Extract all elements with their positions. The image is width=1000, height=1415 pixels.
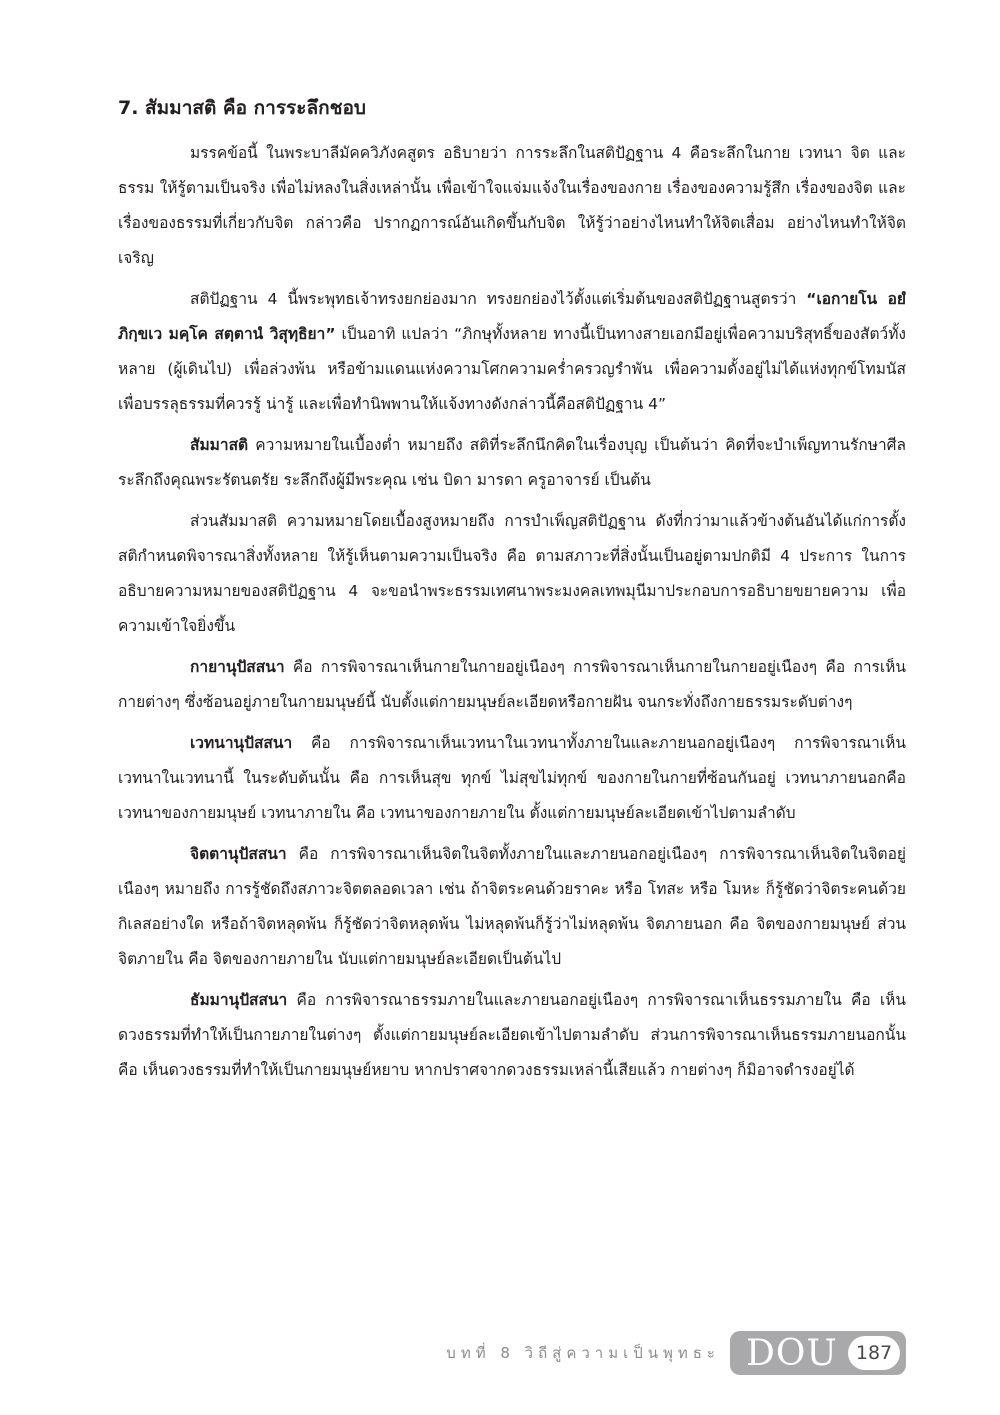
paragraph-text: เป็นอาทิ แปลว่า “ภิกษุทั้งหลาย ทางนี้เป็นทางสายเอกมีอยู่เพื่อความบริสุทธิ์ของสัตว์ทั้งหลาย (ผู้เดินไป) เพื่อล่วงพ้น หรือข้ามแดนแห่งความโศกความคร่ำครวญรำพัน เพื่อความดั้งอยู่ไม่ได้แห่งทุกข์โทมนัส เพื่อบรรลุธรรมที่ควรรู้ น่ารู้ และเพื่อทำนิพพานให้แจ้งทางดังกล่าวนี้คือสติปัฏฐาน 4” [118, 325, 906, 413]
paragraph-text: สติปัฏฐาน 4 นี้พระพุทธเจ้าทรงยกย่องมาก ทรงยกย่องไว้ตั้งแต่เริ่มต้นของสติปัฏฐานสูตรว่า [190, 290, 807, 308]
paragraph-text: ความหมายในเบื้องต่ำ หมายถึง สติที่ระลึกนึกคิดในเรื่องบุญ เป็นต้นว่า คิดที่จะบำเพ็ญทานรักษาศีล ระลึกถึงคุณพระรัตนตรัย ระลึกถึงผู้มีพระคุณ เช่น บิดา มารดา ครูอาจารย์ เป็นต้น [118, 436, 906, 489]
paragraph-sammasati [118, 428, 906, 498]
page-content [118, 92, 906, 1094]
pali-quote: “เอกายโน อยํ ภิกฺขเว มคฺโค สตฺตานํ วิสุทฺธิยา” [118, 290, 906, 343]
page-footer [420, 1330, 906, 1376]
paragraph-text: ส่วนสัมมาสติ ความหมายโดยเบื้องสูงหมายถึง การบำเพ็ญสติปัฏฐาน ดังที่กว่ามาแล้วข้างต้นอันได้แก่การตั้งสติกำหนดพิจารณาสิ่งทั้งหลาย ให้รู้เห็นตามความเป็นจริง คือ ตามสภาวะที่สิ่งนั้นเป็นอยู่ตามปกติมี 4 ประการ ในการอธิบายความหมายของสติปัฏฐาน 4 จะขอนำพระธรรมเทศนาพระมงคลเทพมุนีมาประกอบการอธิบายขยายความ เพื่อความเข้าใจยิ่งขึ้น [118, 512, 906, 635]
paragraph-cittanupassana [118, 837, 906, 977]
term-dhammanupassana: ธัมมานุปัสสนา [190, 991, 288, 1009]
dou-logo: DOU [746, 1332, 838, 1374]
paragraph-text: คือ การพิจารณาธรรมภายในและภายนอกอยู่เนืองๆ การพิจารณาเห็นธรรมภายใน คือ เห็นดวงธรรมที่ทำให้เป็นกายภายในต่างๆ ตั้งแต่กายมนุษย์ละเอียดเข้าไปตามลำดับ ส่วนการพิจารณาเห็นธรรมภายนอกนั้นคือ เห็นดวงธรรมที่ทำให้เป็นกายมนุษย์หยาบ หากปราศจากดวงธรรมเหล่านี้เสียแล้ว กายต่างๆ ก็มิอาจดำรงอยู่ได้ [118, 991, 906, 1079]
term-cittanupassana: จิตตานุปัสสนา [190, 845, 287, 863]
paragraph-text: คือ การพิจารณาเห็นเวทนาในเวทนาทั้งภายในและภายนอกอยู่เนืองๆ การพิจารณาเห็นเวทนาในเวทนานี้ ในระดับต้นนั้น คือ การเห็นสุข ทุกข์ ไม่สุขไม่ทุกข์ ของกายในกายที่ซ้อนกันอยู่ เวทนาภายนอกคือเวทนาของกายมนุษย์ เวทนาภายใน คือ เวทนาของกายภายใน ตั้งแต่กายมนุษย์ละเอียดเข้าไปตามลำดับ [118, 734, 906, 822]
section-heading: 7. สัมมาสติ คือ การระลึกชอบ [118, 97, 366, 119]
term-kayanupassana: กายานุปัสสนา [190, 658, 285, 676]
paragraph-text: มรรคข้อนี้ ในพระบาลีมัคควิภังคสูตร อธิบายว่า การระลึกในสติปัฏฐาน 4 คือระลึกในกาย เวทนา จิต และธรรม ให้รู้ตามเป็นจริง เพื่อไม่หลงในสิ่งเหล่านั้น เพื่อเข้าใจแจ่มแจ้งในเรื่องของกาย เรื่องของความรู้สึก เรื่องของจิต และเรื่องของธรรมที่เกี่ยวกับจิต กล่าวคือ ปรากฏการณ์อันเกิดขึ้นกับจิต ให้รู้ว่าอย่างไหนทำให้จิตเสื่อม อย่างไหนทำให้จิตเจริญ [118, 144, 906, 267]
chapter-title: บทที่ 8 วิถีสู่ความเป็นพุทธะ [446, 1344, 720, 1362]
dou-badge [730, 1331, 906, 1375]
paragraph-text: คือ การพิจารณาเห็นจิตในจิตทั้งภายในและภายนอกอยู่เนืองๆ การพิจารณาเห็นจิตในจิตอยู่เนืองๆ หมายถึง การรู้ชัดถึงสภาวะจิตตลอดเวลา เช่น ถ้าจิตระคนด้วยราคะ หรือ โทสะ หรือ โมหะ ก็รู้ชัดว่าจิตระคนด้วยกิเลสอย่างใด หรือถ้าจิตหลุดพ้น ก็รู้ชัดว่าจิตหลุดพ้น ไม่หลุดพ้นก็รู้ว่าไม่หลุดพ้น จิตภายนอก คือ จิตของกายมนุษย์ ส่วนจิตภายใน คือ จิตของกายภายใน นับแต่กายมนุษย์ละเอียดเป็นต้นไป [118, 845, 906, 968]
term-vedananupassana: เวทนานุปัสสนา [190, 734, 293, 752]
page-number: 187 [848, 1336, 900, 1370]
paragraph-higher-meaning [118, 504, 906, 644]
term-sammasati: สัมมาสติ [190, 436, 249, 454]
paragraph-text: คือ การพิจารณาเห็นกายในกายอยู่เนืองๆ การพิจารณาเห็นกายในกายอยู่เนืองๆ คือ การเห็นกายต่างๆ ซึ่งซ้อนอยู่ภายในกายมนุษย์นี้ นับตั้งแต่กายมนุษย์ละเอียดหรือกายฝัน จนกระทั่งถึงกายธรรมระดับต่างๆ [118, 658, 906, 711]
paragraph-vedananupassana [118, 726, 906, 831]
paragraph-intro [118, 136, 906, 276]
paragraph-dhammanupassana [118, 983, 906, 1088]
paragraph-kayanupassana [118, 650, 906, 720]
paragraph-satipatthana [118, 282, 906, 422]
